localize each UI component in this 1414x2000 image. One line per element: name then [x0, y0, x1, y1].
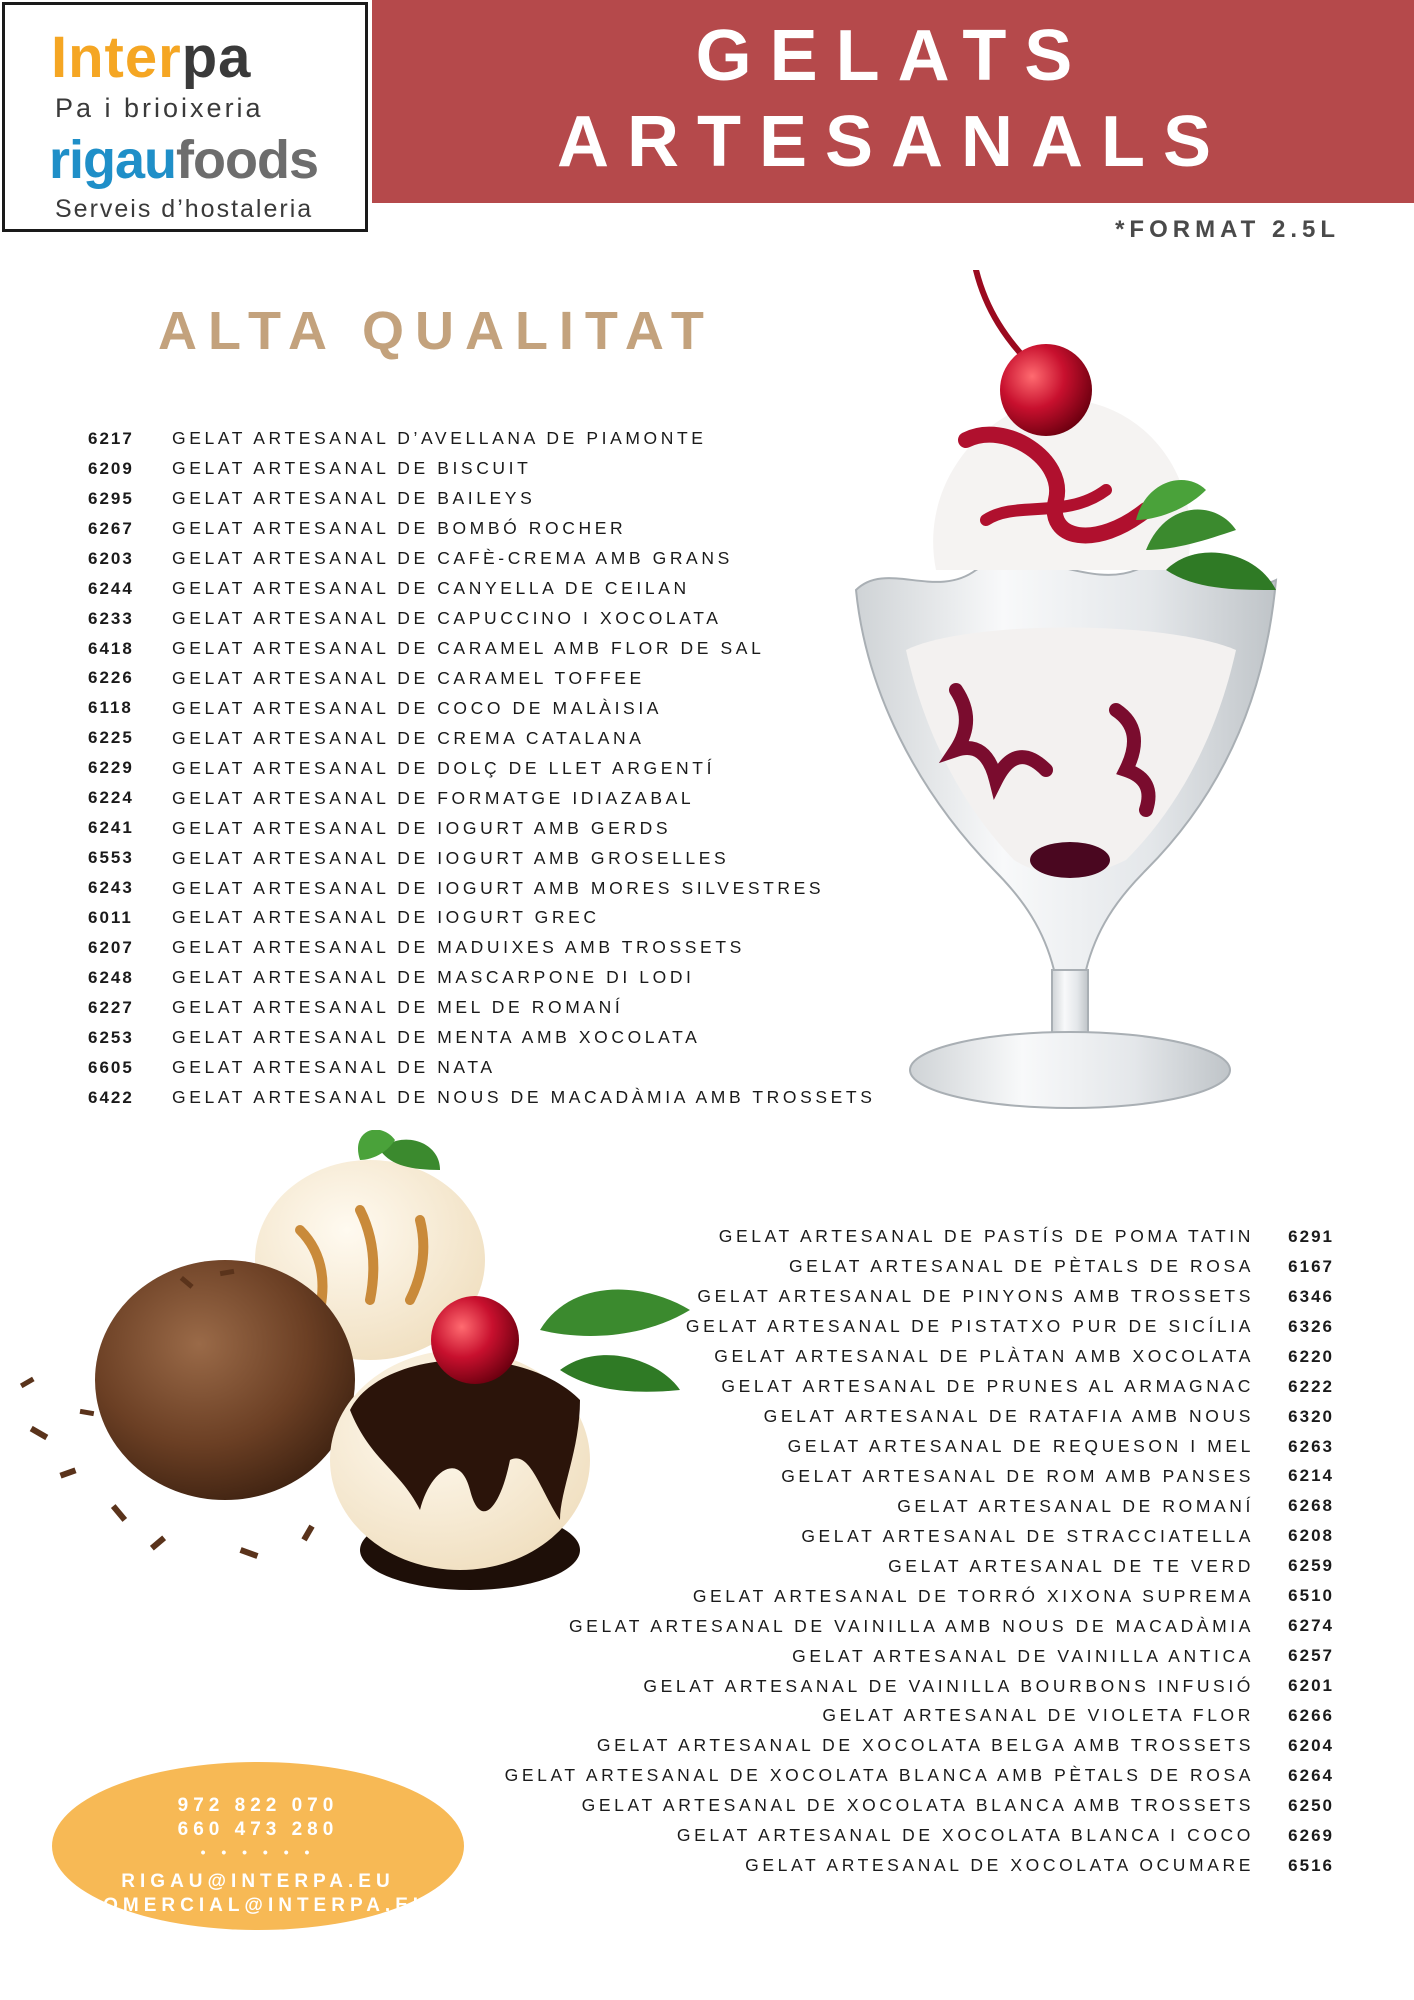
- contact-email-2: COMERCIAL@INTERPA.EU: [84, 1895, 432, 1916]
- product-row: [88, 813, 876, 843]
- product-name: GELAT ARTESANAL DE CREMA CATALANA: [172, 727, 645, 748]
- product-name: GELAT ARTESANAL DE BOMBÓ ROCHER: [172, 518, 627, 539]
- product-code: 6011: [88, 907, 133, 927]
- product-code: 6167: [1288, 1256, 1334, 1276]
- product-row: [88, 903, 876, 933]
- product-code: 6418: [88, 638, 134, 658]
- product-code: 6257: [1288, 1646, 1334, 1666]
- product-row: [505, 1851, 1334, 1881]
- product-row: [505, 1372, 1334, 1402]
- product-row: [88, 664, 876, 694]
- product-name: GELAT ARTESANAL DE IOGURT AMB GROSELLES: [172, 847, 730, 868]
- product-row: [88, 484, 876, 514]
- product-name: GELAT ARTESANAL DE BISCUIT: [172, 458, 532, 479]
- product-name: GELAT ARTESANAL DE PLÀTAN AMB XOCOLATA: [714, 1346, 1254, 1367]
- product-name: GELAT ARTESANAL DE VAINILLA BOURBONS INFUSIÓ: [643, 1675, 1254, 1696]
- product-code: 6207: [88, 937, 134, 957]
- product-name: GELAT ARTESANAL DE MENTA AMB XOCOLATA: [172, 1027, 701, 1048]
- contact-separator: • • • • • •: [200, 1844, 316, 1860]
- product-name: GELAT ARTESANAL DE CAFÈ-CREMA AMB GRANS: [172, 548, 733, 569]
- product-name: GELAT ARTESANAL DE CARAMEL TOFFEE: [172, 667, 645, 688]
- product-row: [505, 1671, 1334, 1701]
- contact-phone-2: 660 473 280: [177, 1819, 339, 1840]
- product-code: 6203: [88, 548, 134, 568]
- product-row: [505, 1701, 1334, 1731]
- product-code: 6248: [88, 967, 134, 987]
- product-name: GELAT ARTESANAL DE TE VERD: [888, 1555, 1254, 1576]
- ice-cream-sundae-illustration: [846, 270, 1294, 1130]
- product-name: GELAT ARTESANAL DE PINYONS AMB TROSSETS: [697, 1286, 1254, 1307]
- product-code: 6268: [1288, 1496, 1334, 1516]
- product-name: GELAT ARTESANAL DE CANYELLA DE CEILAN: [172, 578, 690, 599]
- product-code: 6214: [1288, 1466, 1334, 1486]
- rigau-logo-part2: foods: [176, 130, 319, 190]
- product-code: 6295: [88, 488, 134, 508]
- product-row: [88, 574, 876, 604]
- product-row: [88, 753, 876, 783]
- product-name: GELAT ARTESANAL DE PASTÍS DE POMA TATIN: [718, 1226, 1254, 1247]
- product-code: 6241: [88, 818, 134, 838]
- product-code: 6224: [88, 788, 134, 808]
- product-code: 6233: [88, 608, 134, 628]
- product-name: GELAT ARTESANAL DE IOGURT AMB MORES SILVESTRES: [172, 877, 825, 898]
- product-code: 6264: [1288, 1765, 1334, 1785]
- product-code: 6605: [88, 1057, 134, 1077]
- product-row: [505, 1282, 1334, 1312]
- product-code: 6346: [1288, 1286, 1334, 1306]
- product-row: [505, 1312, 1334, 1342]
- product-code: 6326: [1288, 1316, 1334, 1336]
- product-row: [505, 1731, 1334, 1761]
- product-code: 6291: [1288, 1226, 1334, 1246]
- contact-phone-1: 972 822 070: [177, 1795, 339, 1816]
- interpa-logo: [51, 25, 252, 90]
- product-name: GELAT ARTESANAL DE MADUIXES AMB TROSSETS: [172, 937, 745, 958]
- product-name: GELAT ARTESANAL DE XOCOLATA BLANCA AMB PÈTALS DE ROSA: [504, 1765, 1254, 1786]
- product-name: GELAT ARTESANAL DE IOGURT AMB GERDS: [172, 817, 672, 838]
- product-row: [505, 1222, 1334, 1252]
- product-code: 6320: [1288, 1406, 1334, 1426]
- product-name: GELAT ARTESANAL DE MASCARPONE DI LODI: [172, 967, 695, 988]
- product-row: [505, 1761, 1334, 1791]
- product-name: GELAT ARTESANAL DE CARAMEL AMB FLOR DE SAL: [172, 638, 765, 659]
- product-name: GELAT ARTESANAL DE NOUS DE MACADÀMIA AMB TROSSETS: [172, 1087, 876, 1108]
- page-title-line2: ARTESANALS: [556, 102, 1229, 182]
- company-logo: [2, 2, 368, 232]
- product-row: [505, 1432, 1334, 1462]
- product-name: GELAT ARTESANAL DE VIOLETA FLOR: [822, 1705, 1254, 1726]
- product-name: GELAT ARTESANAL DE VAINILLA ANTICA: [792, 1645, 1254, 1666]
- product-code: 6225: [88, 728, 134, 748]
- product-code: 6516: [1288, 1855, 1334, 1875]
- product-code: 6222: [1288, 1376, 1334, 1396]
- product-code: 6244: [88, 578, 134, 598]
- product-name: GELAT ARTESANAL DE XOCOLATA OCUMARE: [745, 1855, 1254, 1876]
- product-row: [88, 424, 876, 454]
- product-name: GELAT ARTESANAL DE FORMATGE IDIAZABAL: [172, 787, 695, 808]
- product-code: 6220: [1288, 1346, 1334, 1366]
- product-row: [88, 1083, 876, 1113]
- product-row: [505, 1611, 1334, 1641]
- interpa-logo-part2: pa: [181, 25, 252, 90]
- product-code: 6204: [1288, 1735, 1334, 1755]
- product-list-right: [505, 1222, 1334, 1881]
- product-code: 6226: [88, 668, 134, 688]
- product-row: [88, 933, 876, 963]
- product-row: [505, 1551, 1334, 1581]
- product-row: [88, 693, 876, 723]
- product-code: 6266: [1288, 1705, 1334, 1725]
- product-name: GELAT ARTESANAL DE VAINILLA AMB NOUS DE MACADÀMIA: [568, 1615, 1254, 1636]
- product-row: [88, 873, 876, 903]
- format-note: *FORMAT 2.5L: [1115, 216, 1340, 243]
- product-code: 6553: [88, 848, 134, 868]
- product-name: GELAT ARTESANAL DE PRUNES AL ARMAGNAC: [721, 1376, 1254, 1397]
- product-row: [88, 544, 876, 574]
- product-name: GELAT ARTESANAL DE CAPUCCINO I XOCOLATA: [172, 608, 722, 629]
- product-row: [88, 1053, 876, 1083]
- product-code: 6267: [88, 518, 134, 538]
- product-row: [505, 1252, 1334, 1282]
- product-row: [88, 783, 876, 813]
- product-name: GELAT ARTESANAL DE XOCOLATA BLANCA I COCO: [676, 1825, 1254, 1846]
- product-row: [88, 604, 876, 634]
- product-code: 6118: [88, 698, 133, 718]
- product-row: [88, 634, 876, 664]
- product-row: [505, 1521, 1334, 1551]
- product-code: 6259: [1288, 1556, 1334, 1576]
- rigau-logo-part1: rigau: [49, 130, 177, 190]
- product-code: 6208: [1288, 1526, 1334, 1546]
- interpa-tagline: Pa i brioixeria: [55, 93, 264, 123]
- product-name: GELAT ARTESANAL D’AVELLANA DE PIAMONTE: [172, 428, 707, 449]
- product-name: GELAT ARTESANAL DE TORRÓ XIXONA SUPREMA: [692, 1585, 1254, 1606]
- product-row: [88, 963, 876, 993]
- product-code: 6274: [1288, 1616, 1334, 1636]
- product-code: 6422: [88, 1087, 134, 1107]
- product-row: [88, 843, 876, 873]
- product-code: 6250: [1288, 1795, 1334, 1815]
- product-name: GELAT ARTESANAL DE XOCOLATA BLANCA AMB TROSSETS: [581, 1795, 1254, 1816]
- product-name: GELAT ARTESANAL DE NATA: [172, 1057, 496, 1078]
- product-name: GELAT ARTESANAL DE ROM AMB PANSES: [781, 1465, 1254, 1486]
- product-row: [505, 1791, 1334, 1821]
- product-row: [88, 723, 876, 753]
- product-code: 6510: [1288, 1586, 1334, 1606]
- product-code: 6263: [1288, 1436, 1334, 1456]
- rigaufoods-logo: [49, 130, 319, 190]
- product-row: [505, 1342, 1334, 1372]
- product-row: [505, 1402, 1334, 1432]
- product-code: 6217: [88, 428, 134, 448]
- product-row: [88, 993, 876, 1023]
- section-subtitle: ALTA QUALITAT: [158, 301, 715, 361]
- product-row: [505, 1491, 1334, 1521]
- product-name: GELAT ARTESANAL DE ROMANÍ: [897, 1495, 1254, 1516]
- product-row: [505, 1581, 1334, 1611]
- product-name: GELAT ARTESANAL DE COCO DE MALÀISIA: [172, 697, 663, 718]
- product-row: [88, 514, 876, 544]
- product-code: 6227: [88, 997, 134, 1017]
- product-row: [88, 454, 876, 484]
- page-title-line1: GELATS: [695, 16, 1091, 96]
- product-name: GELAT ARTESANAL DE BAILEYS: [172, 488, 536, 509]
- product-code: 6243: [88, 878, 134, 898]
- product-code: 6201: [1288, 1676, 1334, 1696]
- product-row: [88, 1023, 876, 1053]
- product-name: GELAT ARTESANAL DE PÈTALS DE ROSA: [788, 1256, 1254, 1277]
- contact-email-1: RIGAU@INTERPA.EU: [121, 1871, 395, 1892]
- product-code: 6209: [88, 458, 134, 478]
- product-name: GELAT ARTESANAL DE RATAFIA AMB NOUS: [763, 1406, 1254, 1427]
- product-name: GELAT ARTESANAL DE DOLÇ DE LLET ARGENTÍ: [172, 757, 716, 778]
- product-row: [505, 1821, 1334, 1851]
- product-name: GELAT ARTESANAL DE STRACCIATELLA: [801, 1525, 1254, 1546]
- product-list-left: [88, 424, 876, 1113]
- product-name: GELAT ARTESANAL DE XOCOLATA BELGA AMB TROSSETS: [596, 1735, 1254, 1756]
- interpa-logo-part1: Inter: [51, 25, 182, 90]
- product-code: 6253: [88, 1027, 134, 1047]
- product-name: GELAT ARTESANAL DE IOGURT GREC: [172, 907, 600, 928]
- product-code: 6229: [88, 758, 134, 778]
- product-code: 6269: [1288, 1825, 1334, 1845]
- product-name: GELAT ARTESANAL DE REQUESON I MEL: [787, 1436, 1254, 1457]
- product-row: [505, 1462, 1334, 1492]
- product-name: GELAT ARTESANAL DE MEL DE ROMANÍ: [172, 997, 624, 1018]
- product-row: [505, 1641, 1334, 1671]
- rigaufoods-tagline: Serveis d’hostaleria: [55, 195, 314, 223]
- product-name: GELAT ARTESANAL DE PISTATXO PUR DE SICÍLIA: [685, 1316, 1254, 1337]
